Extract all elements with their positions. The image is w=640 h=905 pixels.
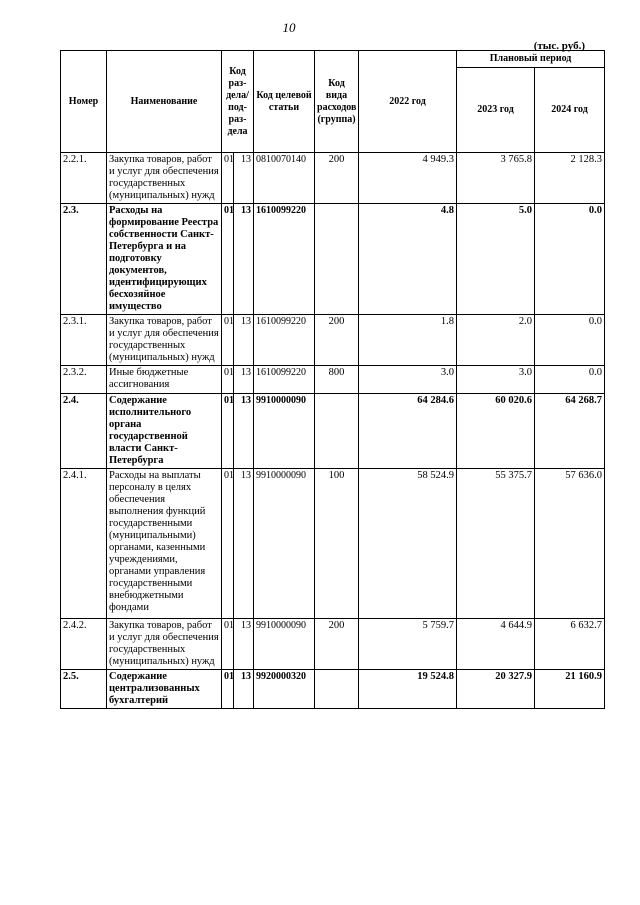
table-row [61, 204, 605, 315]
row-section-code: 01 [222, 394, 234, 469]
table-row [61, 670, 605, 709]
row-number: 2.3. [61, 204, 107, 315]
row-target-code: 1610099220 [254, 315, 315, 366]
row-value-2023: 20 327.9 [457, 670, 535, 709]
row-section-code: 01 [222, 670, 234, 709]
table-row [61, 315, 605, 366]
row-target-code: 1610099220 [254, 366, 315, 394]
row-expense-type [315, 204, 359, 315]
row-value-2023: 55 375.7 [457, 469, 535, 619]
table-row [61, 394, 605, 469]
row-value-2022: 4.8 [359, 204, 457, 315]
row-subsection-code: 13 [234, 394, 254, 469]
row-value-2024: 0.0 [535, 204, 605, 315]
row-value-2022: 64 284.6 [359, 394, 457, 469]
row-value-2024: 6 632.7 [535, 619, 605, 670]
header-target-code: Код целевой статьи [254, 51, 315, 153]
row-value-2024: 0.0 [535, 366, 605, 394]
row-expense-type [315, 670, 359, 709]
row-number: 2.4. [61, 394, 107, 469]
row-section-code: 01 [222, 366, 234, 394]
row-subsection-code: 13 [234, 366, 254, 394]
row-value-2022: 3.0 [359, 366, 457, 394]
row-value-2023: 5.0 [457, 204, 535, 315]
row-number: 2.4.1. [61, 469, 107, 619]
header-name: Наименование [107, 51, 222, 153]
row-subsection-code: 13 [234, 204, 254, 315]
header-2023: 2023 год [457, 68, 535, 153]
row-expense-type: 200 [315, 315, 359, 366]
row-target-code: 9920000320 [254, 670, 315, 709]
row-section-code: 01 [222, 153, 234, 204]
row-subsection-code: 13 [234, 670, 254, 709]
row-target-code: 1610099220 [254, 204, 315, 315]
row-value-2023: 3.0 [457, 366, 535, 394]
row-expense-type: 200 [315, 619, 359, 670]
header-number: Номер [61, 51, 107, 153]
row-name: Закупка товаров, работ и услуг для обеспечения государственных (муниципальных) нужд [107, 153, 222, 204]
row-expense-type: 200 [315, 153, 359, 204]
row-value-2023: 3 765.8 [457, 153, 535, 204]
row-target-code: 9910000090 [254, 619, 315, 670]
row-name: Расходы на выплаты персоналу в целях обеспечения выполнения функций государственными (муниципальными) органами, казенными учреждениями, органами управления государственными внебюджетными фондами [107, 469, 222, 619]
row-expense-type: 800 [315, 366, 359, 394]
row-section-code: 01 [222, 315, 234, 366]
row-number: 2.5. [61, 670, 107, 709]
page-number: 10 [282, 20, 296, 35]
row-value-2024: 57 636.0 [535, 469, 605, 619]
row-expense-type: 100 [315, 469, 359, 619]
row-target-code: 9910000090 [254, 394, 315, 469]
row-value-2023: 60 020.6 [457, 394, 535, 469]
row-target-code: 0810070140 [254, 153, 315, 204]
row-value-2022: 19 524.8 [359, 670, 457, 709]
header-2022: 2022 год [359, 51, 457, 153]
row-number: 2.4.2. [61, 619, 107, 670]
row-value-2024: 0.0 [535, 315, 605, 366]
row-section-code: 01 [222, 204, 234, 315]
row-number: 2.3.2. [61, 366, 107, 394]
row-value-2022: 58 524.9 [359, 469, 457, 619]
row-value-2022: 1.8 [359, 315, 457, 366]
row-value-2024: 2 128.3 [535, 153, 605, 204]
table-row [61, 469, 605, 619]
row-name: Иные бюджетные ассигнования [107, 366, 222, 394]
row-name: Закупка товаров, работ и услуг для обеспечения государственных (муниципальных) нужд [107, 619, 222, 670]
row-value-2022: 4 949.3 [359, 153, 457, 204]
row-value-2024: 64 268.7 [535, 394, 605, 469]
row-name: Закупка товаров, работ и услуг для обеспечения государственных (муниципальных) нужд [107, 315, 222, 366]
row-name: Расходы на формирование Реестра собственности Санкт-Петербурга и на подготовку документов, идентифицирующих бесхозяйное имущество [107, 204, 222, 315]
row-name: Содержание исполнительного органа государственной власти Санкт-Петербурга [107, 394, 222, 469]
row-subsection-code: 13 [234, 315, 254, 366]
table-row [61, 619, 605, 670]
row-value-2023: 2.0 [457, 315, 535, 366]
table-row [61, 153, 605, 204]
row-subsection-code: 13 [234, 619, 254, 670]
row-subsection-code: 13 [234, 469, 254, 619]
header-section-code: Код раз-дела/ под-раз-дела [222, 51, 254, 153]
header-2024: 2024 год [535, 68, 605, 153]
budget-table [60, 50, 605, 709]
row-section-code: 01 [222, 469, 234, 619]
row-number: 2.2.1. [61, 153, 107, 204]
units-label: (тыс. руб.) [533, 40, 585, 52]
table-body [61, 153, 605, 709]
header-expense-type: Код вида расходов (группа) [315, 51, 359, 153]
row-target-code: 9910000090 [254, 469, 315, 619]
row-expense-type [315, 394, 359, 469]
header-planned-period: Плановый период [457, 51, 605, 68]
table-row [61, 366, 605, 394]
row-value-2024: 21 160.9 [535, 670, 605, 709]
row-section-code: 01 [222, 619, 234, 670]
row-number: 2.3.1. [61, 315, 107, 366]
row-name: Содержание централизованных бухгалтерий [107, 670, 222, 709]
row-value-2022: 5 759.7 [359, 619, 457, 670]
row-subsection-code: 13 [234, 153, 254, 204]
row-value-2023: 4 644.9 [457, 619, 535, 670]
